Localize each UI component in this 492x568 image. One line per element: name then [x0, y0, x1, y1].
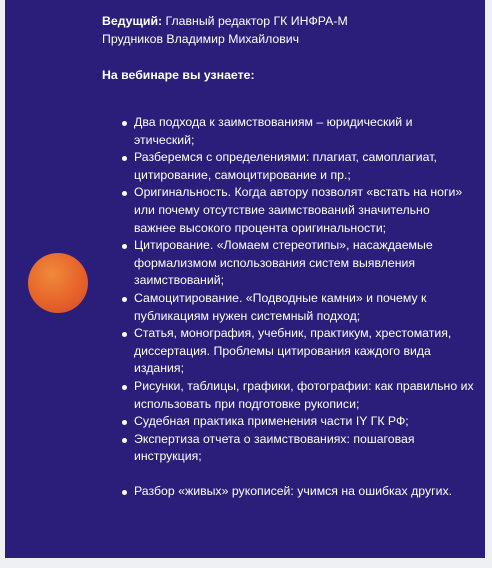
webinar-info-panel — [5, 0, 485, 558]
host-block — [102, 12, 472, 48]
host-title: Главный редактор ГК ИНФРА-М — [165, 14, 348, 28]
list-item: Оригинальность. Когда автору позволят «встать на ноги» или почему отсутствие заимствований значительно важнее высокого процента оригинальности; — [134, 184, 474, 237]
list-item: Два подхода к заимствованиям – юридический и этический; — [134, 114, 474, 149]
topics-list — [118, 114, 474, 500]
list-item: Самоцитирование. «Подводные камни» и почему к публикациям нужен системный подход; — [134, 290, 474, 325]
list-item: Статья, монография, учебник, практикум, хрестоматия, диссертация. Проблемы цитирования каждого вида издания; — [134, 325, 474, 378]
orange-circle-decoration — [28, 253, 88, 313]
host-label: Ведущий: — [102, 14, 163, 28]
list-item: Экспертиза отчета о заимствованиях: пошаговая инструкция; — [134, 431, 474, 466]
list-item: Рисунки, таблицы, графики, фотографии: как правильно их использовать при подготовке рукописи; — [134, 378, 474, 413]
host-name: Прудников Владимир Михайлович — [102, 32, 300, 46]
list-item: Разбор «живых» рукописей: учимся на ошибках других. — [134, 483, 474, 501]
list-item: Разберемся с определениями: плагиат, самоплагиат, цитирование, самоцитирование и пр.; — [134, 149, 474, 184]
list-item: Судебная практика применения части IY ГК РФ; — [134, 413, 474, 431]
list-item: Цитирование. «Ломаем стереотипы», насаждаемые формализмом использования систем выявления заимствований; — [134, 237, 474, 290]
topics-heading: На вебинаре вы узнаете: — [102, 68, 255, 82]
